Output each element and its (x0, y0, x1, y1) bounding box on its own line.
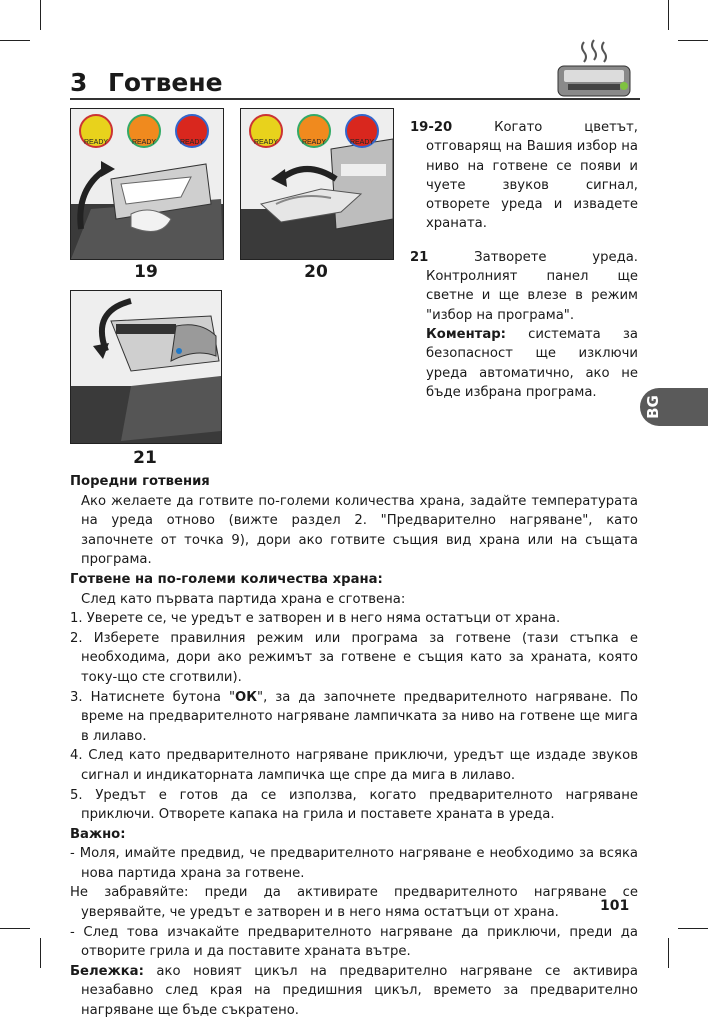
step-text: Когато цветът, отговарящ на Вашия избор на ниво на готвене се появи и чуете звуков сигнал, отворете уреда и извадете храната. (426, 120, 638, 232)
section-heading: Готвене на по-големи количества храна: (70, 571, 383, 587)
list-item: 3. Натиснете бутона "ОК", за да започнете предварителното нагряване. По време на предварителното нагряване лампичката за ниво на готвене ще мига в лилаво. (70, 689, 638, 744)
figure-19-label: 19 (134, 262, 158, 282)
crop-mark (678, 40, 708, 41)
svg-text:READY: READY (131, 139, 157, 146)
ok-button-label: ОК (235, 689, 258, 705)
ready-badge-icon (176, 115, 208, 147)
ready-badge-icon (346, 115, 378, 147)
step-number: 21 (410, 249, 429, 265)
crop-mark (40, 938, 41, 968)
crop-mark (668, 938, 669, 968)
language-tab-label: BG (644, 395, 662, 419)
ready-badge-icon (250, 115, 282, 147)
crop-mark (678, 928, 708, 929)
grill-thumbnail-icon (554, 38, 634, 100)
note-text: ако новият цикъл на предварително нагряване се активира незабавно след края на предишния цикъл, времето за предварително нагряване ще бъде съкратено. (81, 963, 638, 1019)
list-item: 1. Уверете се, че уредът е затворен и в него няма остатъци от храна. (70, 611, 561, 627)
body-text (70, 472, 638, 1021)
svg-text:READY: READY (83, 139, 109, 146)
note-label: Бележка: (70, 963, 144, 979)
chapter-number: 3 (70, 68, 88, 97)
comment-label: Коментар: (426, 326, 506, 342)
svg-text:READY: READY (349, 139, 375, 146)
step-text: Затворете уреда. Контролният панел ще светне и ще влезе в режим "избор на програма". (426, 249, 638, 323)
figure-19 (70, 108, 224, 260)
step-number: 19-20 (410, 120, 453, 135)
crop-mark (40, 0, 41, 30)
chapter-title: Готвене (108, 68, 223, 97)
list-item: - Моля, имайте предвид, че предварителното нагряване е необходимо за всяка нова партида храна за готвене. (70, 846, 638, 881)
svg-text:READY: READY (301, 139, 327, 146)
step-21 (410, 248, 638, 402)
list-item: 5. Уредът е готов да се използва, когато предварителното нагряване приключи. Отворете капака на грила и поставете храната в уреда. (70, 787, 638, 823)
list-item: - След това изчакайте предварителното нагряване да приключи, преди да отворите грила и да поставите храната вътре. (70, 924, 638, 960)
paragraph: Ако желаете да готвите по-големи количества храна, задайте температурата на уреда отново (вижте раздел 2. "Предварително нагряване", като започнете от точка 9), дори ако готвите същия вид храна или на същата програма. (81, 493, 638, 568)
list-item: Не забравяйте: преди да активирате предварителното нагряване се уверявайте, че уредът е затворен и в него няма остатъци от храна. (70, 885, 638, 921)
ready-badge-icon (298, 115, 330, 147)
section-heading: Важно: (70, 826, 126, 842)
step-19-20 (410, 118, 638, 234)
figure-21-label: 21 (133, 448, 157, 468)
svg-text:READY: READY (253, 139, 279, 146)
steps-column (410, 118, 638, 402)
ready-badge-icon (80, 115, 112, 147)
figure-20 (240, 108, 394, 260)
crop-mark (0, 928, 30, 929)
list-item: 2. Изберете правилния режим или програма за готвене (тази стъпка е необходима, дори ако режимът за готвене е същия като за храната, която току-що сте сготвили). (70, 630, 638, 685)
crop-mark (0, 40, 30, 41)
crop-mark (668, 0, 669, 30)
page-number: 101 (600, 898, 630, 914)
figure-21 (70, 290, 222, 444)
comment-text: системата за безопасност ще изключи уреда автоматично, ако не бъде избрана програма. (426, 326, 638, 400)
list-item: 4. След като предварителното нагряване приключи, уредът ще издаде звуков сигнал и индикаторната лампичка ще спре да мига в лилаво. (70, 748, 638, 783)
paragraph: След като първата партида храна е сготвена: (81, 591, 406, 607)
ready-badge-icon (128, 115, 160, 147)
figure-20-label: 20 (304, 262, 328, 282)
section-heading: Поредни готвения (70, 474, 210, 489)
svg-text:READY: READY (179, 139, 205, 146)
note (70, 962, 638, 1021)
